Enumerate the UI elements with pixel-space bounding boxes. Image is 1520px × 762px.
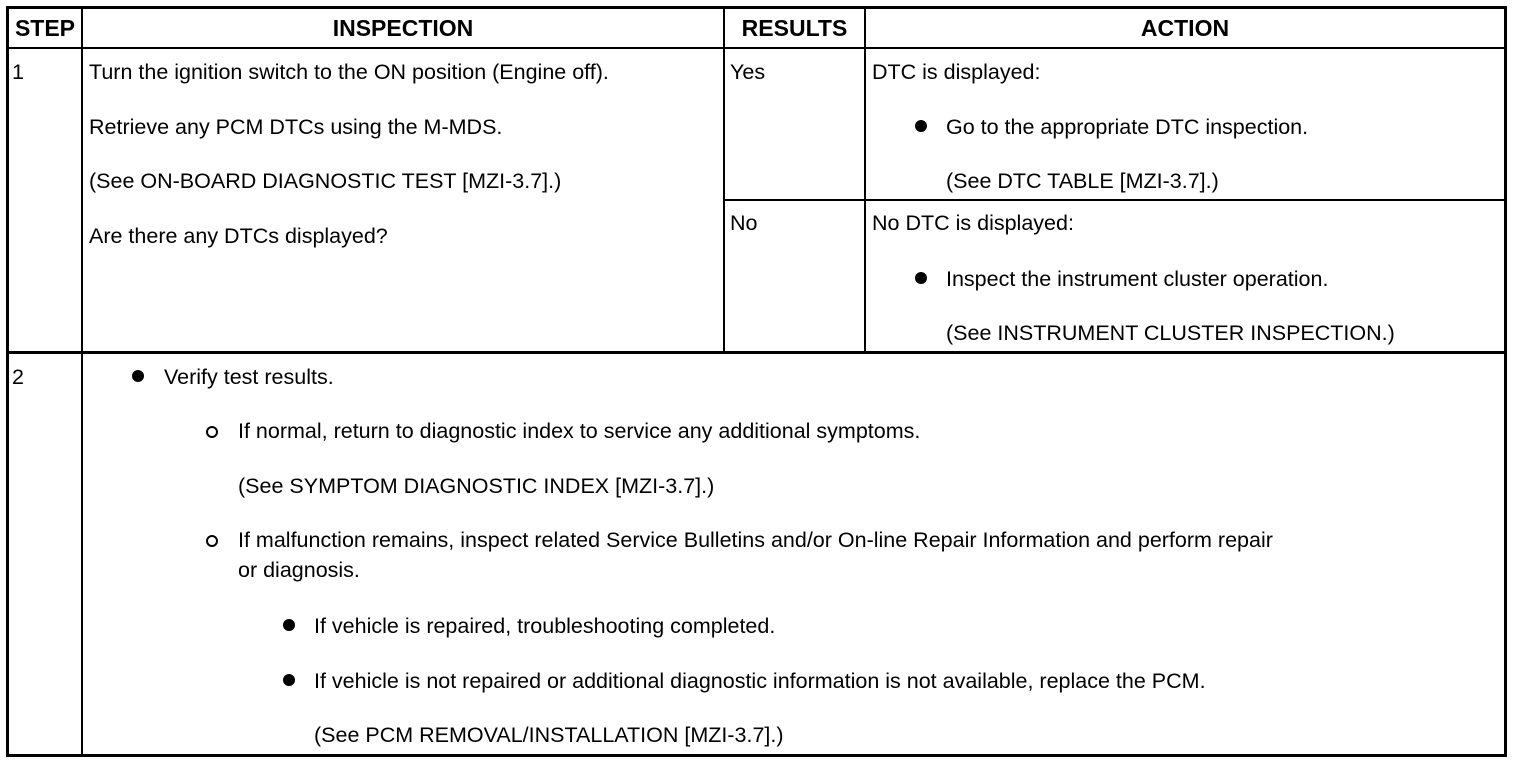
table-border-right (1504, 6, 1507, 757)
bullet-icon (915, 272, 927, 284)
action-no-ref: (See INSTRUMENT CLUSTER INSPECTION.) (946, 321, 1395, 345)
action-no-title: No DTC is displayed: (872, 211, 1074, 235)
col-divider-results (864, 6, 866, 353)
result-yes: Yes (730, 60, 766, 84)
step-number-2: 2 (12, 365, 24, 389)
table-border-bottom (6, 754, 1507, 757)
circle-bullet-icon (206, 426, 218, 438)
step1-inspection-line: (See ON-BOARD DIAGNOSTIC TEST [MZI-3.7].) (89, 169, 562, 193)
step2-not-repaired: If vehicle is not repaired or additional diagnostic information is not available, replace the PCM. (314, 669, 1206, 693)
result-no: No (730, 211, 758, 235)
action-yes-bullet: Go to the appropriate DTC inspection. (946, 115, 1309, 139)
bullet-icon (915, 120, 927, 132)
action-no-bullet: Inspect the instrument cluster operation. (946, 267, 1329, 291)
table-border-top (6, 6, 1507, 9)
step2-verify: Verify test results. (164, 365, 334, 389)
step2-not-repaired-ref: (See PCM REMOVAL/INSTALLATION [MZI-3.7].) (314, 723, 784, 747)
bullet-icon (132, 370, 144, 382)
step1-inspection-line: Turn the ignition switch to the ON position (Engine off). (89, 60, 609, 84)
step-number-1: 1 (12, 60, 24, 84)
step2-normal: If normal, return to diagnostic index to service any additional symptoms. (238, 419, 921, 443)
header-results: RESULTS (741, 15, 848, 41)
col-divider-step (81, 6, 83, 757)
result-divider (723, 199, 1507, 201)
bullet-icon (283, 674, 295, 686)
header-divider (6, 47, 1507, 49)
col-divider-inspection (723, 6, 725, 353)
table-border-left (6, 6, 9, 757)
bullet-icon (283, 619, 295, 631)
header-step: STEP (14, 15, 76, 41)
step2-normal-ref: (See SYMPTOM DIAGNOSTIC INDEX [MZI-3.7].) (238, 474, 715, 498)
action-yes-ref: (See DTC TABLE [MZI-3.7].) (946, 169, 1219, 193)
step2-malfunction-line2: or diagnosis. (238, 558, 360, 582)
step2-repaired: If vehicle is repaired, troubleshooting completed. (314, 614, 776, 638)
row-divider (6, 351, 1507, 354)
circle-bullet-icon (206, 535, 218, 547)
header-action: ACTION (1140, 15, 1230, 41)
step1-inspection-line: Retrieve any PCM DTCs using the M-MDS. (89, 115, 503, 139)
step1-inspection-question: Are there any DTCs displayed? (89, 224, 388, 248)
step2-malfunction-line1: If malfunction remains, inspect related Service Bulletins and/or On-line Repair Information and perform repair (238, 528, 1273, 552)
header-inspection: INSPECTION (332, 15, 474, 41)
action-yes-title: DTC is displayed: (872, 60, 1041, 84)
